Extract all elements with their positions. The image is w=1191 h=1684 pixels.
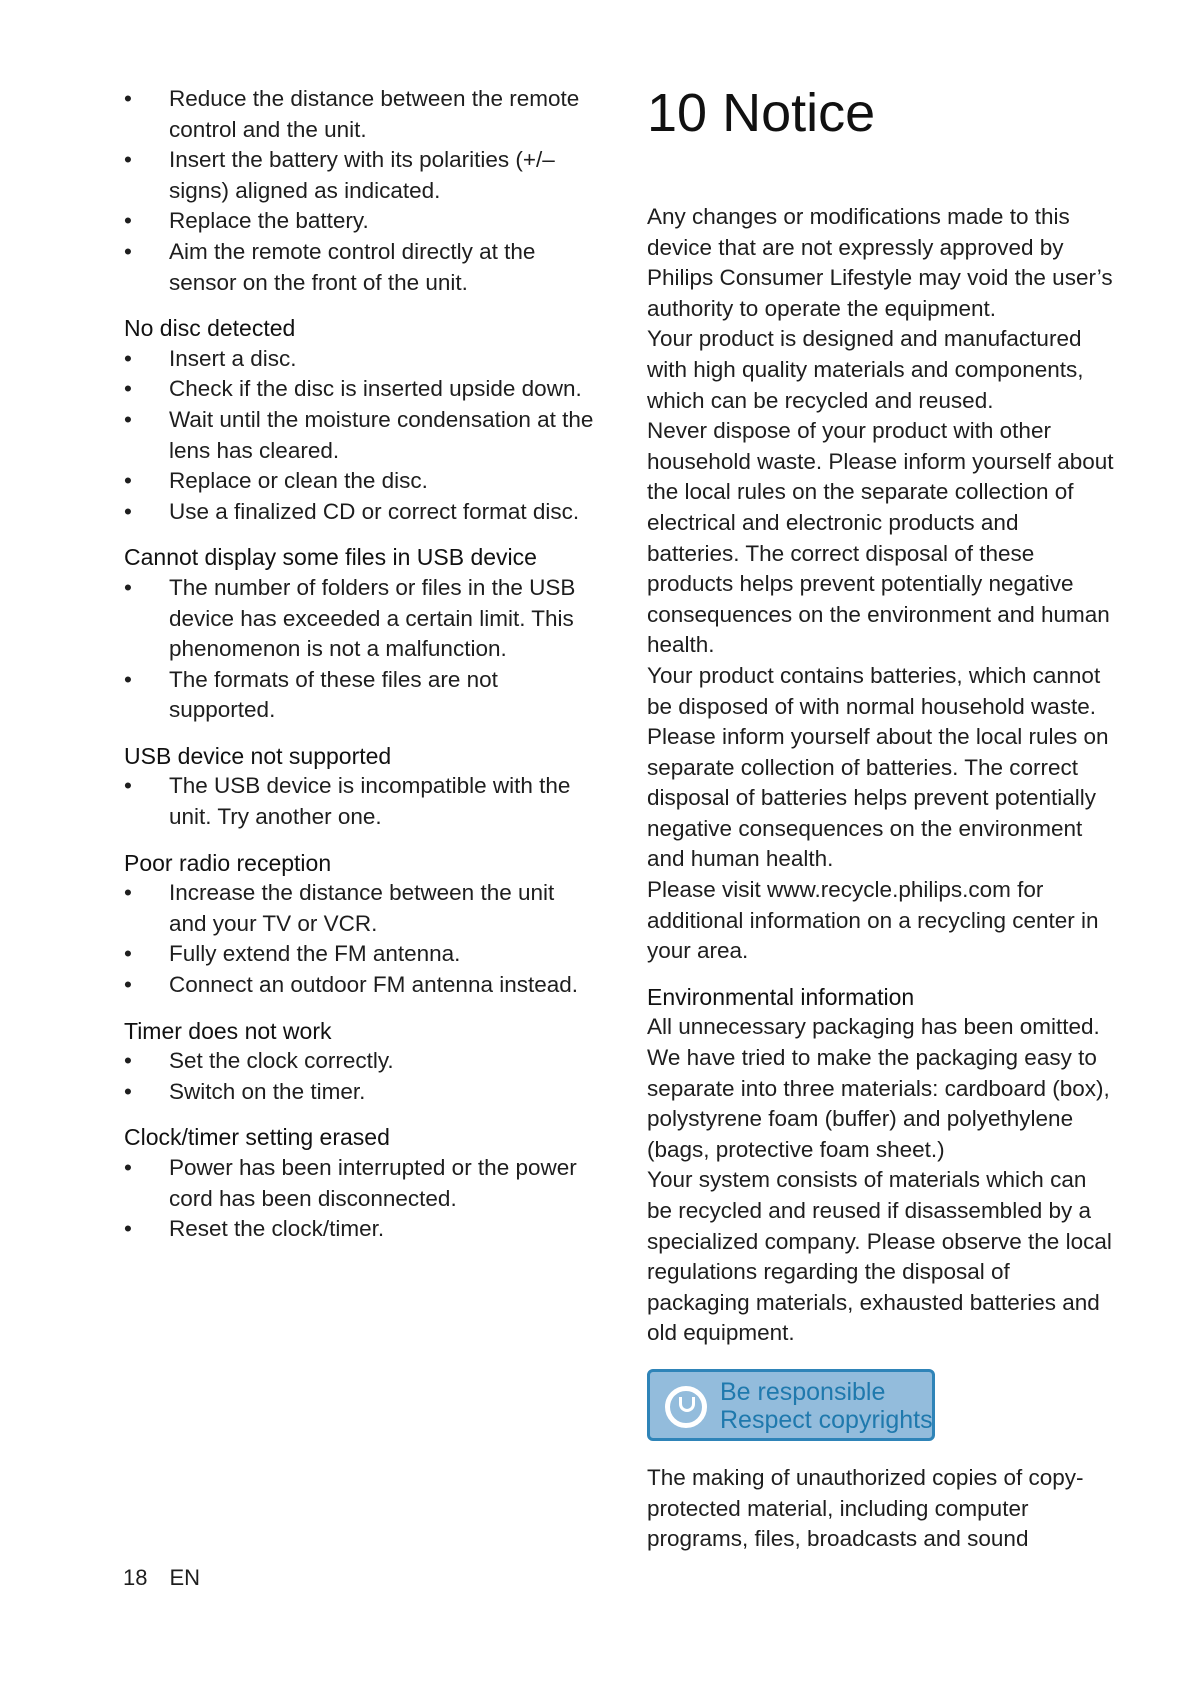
- language-code: EN: [169, 1565, 201, 1590]
- bullet-icon: •: [124, 147, 132, 173]
- list-item-text: Replace or clean the disc.: [169, 468, 428, 494]
- bullet-icon: •: [124, 666, 132, 692]
- copyright-paragraph: The making of unauthorized copies of copy-protected material, including computer programs, files, broadcasts and sound: [647, 1464, 1084, 1552]
- bullet-icon: •: [124, 406, 132, 432]
- page-number: 18: [123, 1565, 148, 1590]
- list-item: [124, 405, 594, 466]
- list-item-text: Power has been interrupted or the power cord has been disconnected.: [169, 1155, 577, 1211]
- bullet-icon: •: [124, 208, 132, 234]
- list-item: [124, 1214, 594, 1245]
- bullet-icon: •: [124, 1048, 132, 1074]
- page-footer: [123, 1565, 222, 1591]
- list-item: [124, 771, 594, 832]
- list-item-text: Switch on the timer.: [169, 1078, 366, 1104]
- list-item-text: Insert a disc.: [169, 345, 297, 371]
- list-item-text: The number of folders or files in the USB device has exceeded a certain limit. This phenomenon is not a malfunction.: [169, 574, 576, 662]
- notice-paragraph: Your product contains batteries, which cannot be disposed of with normal household waste. Please inform yourself about the local rules on separate collection of batteries. The correct disposal of batteries helps prevent potentially negative consequences on the environment and human health.: [647, 662, 1109, 872]
- list-item-text: Reduce the distance between the remote control and the unit.: [169, 86, 580, 142]
- list-item-text: Insert the battery with its polarities (+/– signs) aligned as indicated.: [169, 147, 555, 203]
- list-item-text: Check if the disc is inserted upside down.: [169, 376, 582, 402]
- list-item: [124, 237, 594, 298]
- bullet-icon: •: [124, 1155, 132, 1180]
- bullet-icon: •: [124, 86, 132, 111]
- bullet-icon: •: [124, 1078, 132, 1104]
- notice-body: [647, 202, 1117, 1555]
- list-item: [124, 573, 594, 665]
- list-item-text: Reset the clock/timer.: [169, 1216, 385, 1242]
- list-item-text: Set the clock correctly.: [169, 1048, 394, 1074]
- list-item-text: The USB device is incompatible with the unit. Try another one.: [169, 773, 571, 830]
- list-item: [124, 970, 594, 1001]
- list-item: [124, 665, 594, 726]
- section-heading: Poor radio reception: [124, 849, 332, 876]
- bullet-icon: •: [124, 1216, 132, 1242]
- bullet-icon: •: [124, 238, 132, 264]
- list-item-text: Aim the remote control directly at the sensor on the front of the unit.: [169, 238, 536, 295]
- environmental-paragraphs: [647, 1012, 1117, 1349]
- bullet-icon: •: [124, 880, 132, 906]
- environmental-heading: Environmental information: [647, 983, 915, 1010]
- list-item-text: Increase the distance between the unit and your TV or VCR.: [169, 880, 555, 936]
- logo-line-2: Respect copyrights: [720, 1405, 933, 1434]
- list-item: [124, 466, 594, 497]
- environmental-paragraph: Your system consists of materials which can be recycled and reused if disassembled by a specialized company. Please observe the local regulations regarding the disposal of packaging materials, exhausted batteries and old equipment.: [647, 1167, 1112, 1346]
- bullet-icon: •: [124, 468, 132, 494]
- list-item-text: Replace the battery.: [169, 208, 369, 234]
- notice-paragraph: Your product is designed and manufactured with high quality materials and components, which can be recycled and reused.: [647, 326, 1084, 413]
- bullet-icon: •: [124, 972, 132, 998]
- list-item: [124, 145, 594, 206]
- be-responsible-logo: [647, 1369, 935, 1441]
- bullet-icon: •: [124, 498, 132, 524]
- notice-paragraph: Never dispose of your product with other household waste. Please inform yourself about the local rules on the separate collection of electrical and electronic products and batteries. The correct disposal of these products helps prevent potentially negative consequences on the environment and human health.: [647, 418, 1114, 658]
- notice-paragraphs: [647, 202, 1117, 967]
- troubleshooting-column: [124, 84, 594, 1245]
- section-heading: Cannot display some files in USB device: [124, 544, 537, 571]
- list-item: [124, 1046, 594, 1077]
- bullet-icon: •: [124, 941, 132, 967]
- power-ring-icon: [665, 1386, 707, 1428]
- list-item: [124, 206, 594, 237]
- notice-paragraph: Please visit www.recycle.philips.com for additional information on a recycling center in your area.: [647, 877, 1099, 964]
- chapter-title: 10 Notice: [647, 83, 876, 143]
- bullet-icon: •: [124, 376, 132, 402]
- list-item-text: The formats of these files are not supported.: [169, 666, 498, 723]
- bullet-icon: •: [124, 574, 132, 600]
- list-item: [124, 374, 594, 405]
- list-item: [124, 878, 594, 939]
- bullet-icon: •: [124, 345, 132, 371]
- list-item-text: Use a finalized CD or correct format disc.: [169, 498, 580, 524]
- section-heading: USB device not supported: [124, 742, 392, 769]
- list-item: [124, 1077, 594, 1108]
- list-item: [124, 939, 594, 970]
- list-item: [124, 497, 594, 528]
- section-heading: Timer does not work: [124, 1017, 332, 1044]
- environmental-paragraph: All unnecessary packaging has been omitted. We have tried to make the packaging easy to separate into three materials: cardboard (box), polystyrene foam (buffer) and polyethylene (bags, protective foam sheet.): [647, 1014, 1110, 1162]
- logo-line-1: Be responsible: [720, 1377, 886, 1406]
- list-item: [124, 1153, 594, 1214]
- list-item-text: Fully extend the FM antenna.: [169, 941, 461, 967]
- section-heading: Clock/timer setting erased: [124, 1124, 390, 1151]
- section-heading: No disc detected: [124, 315, 296, 342]
- list-item: [124, 84, 594, 145]
- bullet-icon: •: [124, 773, 132, 799]
- list-item-text: Connect an outdoor FM antenna instead.: [169, 972, 579, 998]
- notice-paragraph: Any changes or modifications made to this device that are not expressly approved by Philips Consumer Lifestyle may void the user’s authority to operate the equipment.: [647, 204, 1113, 321]
- list-item-text: Wait until the moisture condensation at the lens has cleared.: [169, 406, 594, 463]
- list-item: [124, 344, 594, 375]
